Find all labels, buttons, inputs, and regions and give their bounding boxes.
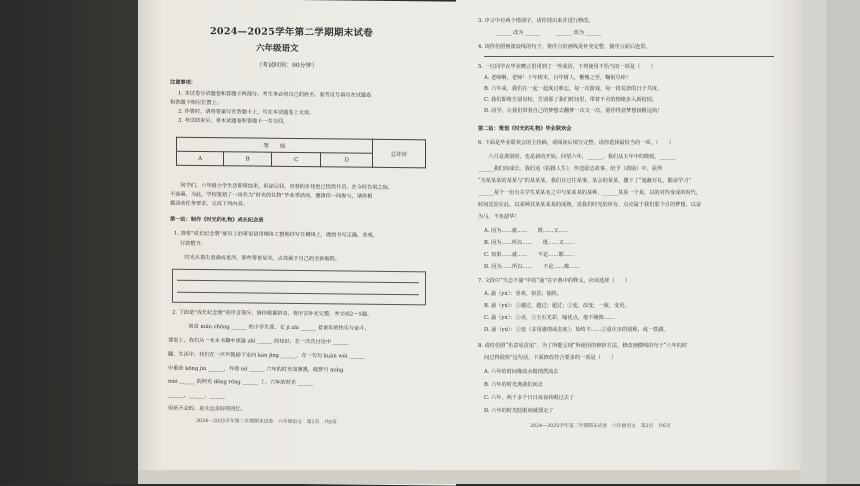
q6-line: 六月是离别的，也是新的开始，回望六年，______，我们从五年中的吸收，______ (478, 154, 676, 160)
q5-option: A. 老师啊，老师！十年树木，百年树人，惭愧之至，鞠躬尽瘁！ (484, 75, 632, 81)
q6-option: A. 因为……就…… 既……又…… (484, 228, 569, 234)
grade-a: A (177, 151, 224, 165)
q7-line: 7. 文段中“矢志不渝”中的“渝”在字典中的释义，应该选择（ ） (478, 278, 631, 284)
intro-line: 据活动任务要求，完成下列内容。 (170, 200, 248, 208)
page-bottom-shadow (138, 470, 801, 484)
notice-line: 3. 考试结束后，将本试题卷和答题卡一并交回。 (178, 117, 289, 125)
q7-option: D. 渝（yú）：①变（多用感情或态度）；始终不……②重庆市的别称，成一铁路。 (484, 327, 669, 333)
background-edge-dark (826, 0, 860, 484)
grade-d: D (321, 153, 373, 168)
q6-line: 为马，不负韶华！ (478, 214, 520, 220)
q8-option: B. 六年的时光离我们而去 (484, 382, 543, 388)
section-2-title: 第二站：策划《时光的礼物》毕业联欢会 (478, 126, 572, 132)
notice-line: 2. 作答时，请将答案写在答题卡上，写在本试题卷上无效。 (178, 108, 315, 117)
writing-line (177, 280, 419, 284)
q2-line: 中重获 kōng jìn ______，并得 mǐ ______ 六年的时光如薄墨，破梦月 míng (168, 365, 344, 374)
q8-line: 8. 请你仿照“乐意易首尾”，为了所能呈现“所使用的修辞方法，修改画横线的句子“六年的时 (478, 343, 688, 349)
q3-line: 3. 序言中有两个错别字，请你找出来并进行修改。 (478, 18, 594, 24)
q5-option: C. 我们即将告别母校，告别那了我们时间里，带着不舍的情绪步入新校园。 (484, 97, 658, 103)
q6-line: 6. 下面是毕业联欢会的主持稿，请阅读后填写完整，请你选择最恰当的一项。（ ） (478, 140, 674, 146)
exam-page-1 (138, 0, 456, 486)
page-1-footer: 2024—2025学年第二学期期末试卷 六年级语文 第1页 共6页 (196, 418, 337, 426)
notice-heading: 注意事项： (170, 79, 196, 86)
section-1-title: 第一站：制作《时光的礼物》成长纪念册 (170, 216, 264, 224)
q6-line: ______某个一份有关学生某某名之中与某某某的某种。______某某一个某，以的对待身成的时代， (478, 190, 702, 196)
q2-line: 但纸不会的，是永远美好的回忆。 (168, 405, 246, 413)
q6-option: B. 因为……所以…… 既……又…… (484, 240, 575, 246)
q7-option: B. 渝（yú）：①越过，越过；超过；②变，改变，一致，变更。 (484, 303, 630, 309)
q6-option: C. 如果……就…… 不论……都…… (484, 252, 575, 258)
answer-line (484, 56, 774, 57)
q2-line: 2. 下面是“成长纪念册”的序言部分，请你根据拼音，将序言补充完整。并完成2～5题。 (172, 309, 373, 318)
q8-line: 间过得很快”这句话，下面修改符合要求的一项是（ ） (484, 355, 617, 361)
grade-b: B (224, 152, 272, 167)
handwriting-box (172, 269, 426, 306)
overall-label: 总评价 (373, 139, 426, 168)
q6-option: D. 因为……所以…… 不论……都…… (484, 264, 580, 270)
q1-line: 行款整齐。 (180, 240, 206, 248)
q8-option: C. 六年，两千多个日日夜夜转眼过去了 (484, 395, 575, 401)
q6-line: “为某某某的某某与”的某某某，我们在过往某事，某会的某某，撒下了“遮蔽有礼，勤奋学习” (478, 178, 691, 184)
q2-line: 课堂上，我们从一本本书籍中深邃 zhǐ ______ 的知识；在一次次讨论中 ______ (168, 337, 349, 346)
q2-line: mèi ______ 的阿光 dōng róng ______ 了。六年的时光 ______ (168, 378, 314, 387)
q7-option: C. 渝（yú）：①美，②玉石光彩，喻优点，毫不掩饰…… (484, 315, 615, 321)
q8-option: D. 六年的时光眨眼间就溜走了 (484, 408, 554, 414)
q5-line: 5. 一位同学在毕业赠言里用到了一些成语，下列使用不恰当的一项是（ ） (478, 64, 656, 70)
grade-c: C (272, 152, 321, 167)
intro-line: 同学们，六年级小学生活即将结束，但途记我，青春的步伐更已悄然开启。在今时告别之际， (170, 182, 394, 192)
grade-table (176, 137, 426, 169)
background-left (0, 0, 138, 484)
q5-option: D. 同学，让我们带着自己的梦想去翻梦一次又一次，愿你得意梦想扬帆远航！ (484, 108, 663, 114)
q8-option: A. 六年的时间像流水般悄然流去 (484, 369, 559, 375)
exam-page-2 (456, 0, 801, 484)
q6-line: ______我们的成长。我们追《拍摄人生》，传送励志故事，给予（鼓励）中，获得 (478, 166, 663, 172)
grade-header: 等 级 (177, 137, 373, 153)
exam-time: （考试时间：90分钟） (256, 61, 318, 70)
exam-title: 2024—2025学年第二学期期末试卷 (210, 26, 374, 39)
q6-line: 时间沈淀在此，以某种其某某某某的成熟，真我们时光的所有，点亮属于我们那个自的梦想，以奋 (478, 202, 702, 208)
q2-line: 翻，生活中，我们在一声声鼓励下走向 kàn jīng ______，在一句句 kuān wèi ______ (168, 351, 365, 360)
page-2-footer: 2024—2025学年第二学期期末试卷 六年级语文 第2页 共6页 (530, 424, 671, 429)
q7-option: A. 渝（yú）：喜欢，快乐；愉快。 (484, 291, 563, 297)
exam-subtitle: 六年级语文 (256, 43, 299, 55)
q3-line: ______ 改为 ______ ______ 改为 ______ (496, 30, 602, 36)
q4-line: 4. 请你仿照画波浪线的句子，将序言的画线处补充完整，使序言前后连贯。 (478, 44, 651, 50)
q1-line: 1. 请将“成长纪念册”扉页上的寄语语用楷体工整地抄写在横线上，做到书写正确、美观、 (174, 230, 378, 239)
q5-option: B. 六年来，我们在一起一起度过难忘，每一次游戏，每一段荒唐的日子共度。 (484, 86, 663, 92)
notice-line: 1. 本试卷分试题卷和答题卡两部分，考生务必将自己的姓名、准考证号填写在试题卷 (178, 90, 372, 99)
q1-line: 时光从指尖流淌成星河，那些带着星光，点亮属于自己的全新航程。 (174, 254, 341, 263)
writing-line (177, 292, 419, 296)
notice-line: 和答题卡相应位置上。 (170, 99, 222, 107)
q2-line: ______，______，______ (168, 392, 226, 400)
q2-line: 回首 mǔn chōng ______ 的小学生涯，它 jì zài ______ 着童年的快乐与奋斗， (178, 323, 370, 332)
intro-line: 不落幕，为此，学校策划了一场名为“时光的礼物”毕业季活动，邀请你一同参与，请你根 (170, 191, 373, 200)
